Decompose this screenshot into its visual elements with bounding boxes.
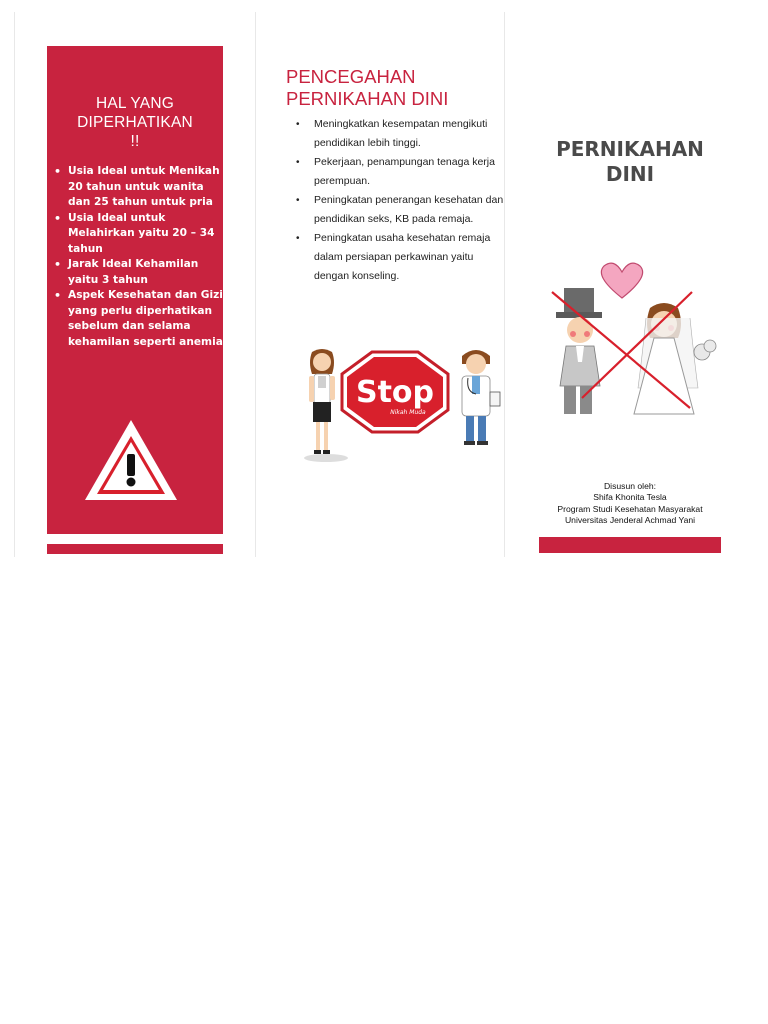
credits-line: Universitas Jenderal Achmad Yani: [564, 515, 696, 526]
doctor-illustration: [448, 344, 506, 448]
title-line: !!: [130, 133, 140, 150]
important-notes-panel: [47, 46, 223, 534]
credits: [540, 481, 720, 527]
credits-line: Shifa Khonita Tesla: [593, 492, 667, 503]
prevention-title: [286, 66, 506, 110]
title-line: PENCEGAHAN: [286, 66, 416, 87]
list-item: • Pekerjaan, penampungan tenaga kerja perempuan.: [296, 153, 510, 191]
credits-line: Program Studi Kesehatan Masyarakat: [557, 503, 703, 514]
credits-line: Disusun oleh:: [603, 481, 657, 491]
important-notes-title: [47, 94, 223, 151]
list-item: • Peningkatan usaha kesehatan remaja dalam persiapan perkawinan yaitu dengan konseling.: [296, 229, 510, 286]
title-line: DIPERHATIKAN: [77, 114, 193, 131]
stop-sign-icon: [340, 350, 450, 434]
heart-icon: [601, 263, 642, 298]
stop-sign-text: Stop: [355, 375, 435, 410]
accent-bar: [47, 544, 223, 554]
prevention-list: [296, 115, 510, 286]
list-item: • Usia Ideal untuk Menikah 20 tahun untuk wanita dan 25 tahun untuk pria: [54, 164, 224, 211]
warning-triangle-icon: [83, 418, 179, 502]
accent-bar: [539, 537, 721, 553]
fold-line-1: [255, 12, 256, 557]
title-line: HAL YANG: [96, 95, 174, 112]
important-notes-list: [54, 164, 224, 350]
list-item: • Jarak Ideal Kehamilan yaitu 3 tahun: [54, 257, 224, 288]
list-item: • Meningkatkan kesempatan mengikuti pendidikan lebih tinggi.: [296, 115, 510, 153]
list-item: • Aspek Kesehatan dan Gizi yang perlu diperhatikan sebelum dan selama kehamilan seperti anemia: [54, 288, 224, 350]
list-item: • Peningkatan penerangan kesehatan dan pendidikan seks, KB pada remaja.: [296, 191, 510, 229]
fold-line-left: [14, 12, 15, 557]
list-item: • Usia Ideal untuk Melahirkan yaitu 20 – 34 tahun: [54, 211, 224, 258]
wedding-couple-crossed-illustration: [542, 258, 724, 424]
title-line: PERNIKAHAN DINI: [286, 88, 449, 109]
title-line: DINI: [605, 162, 655, 186]
stop-sign-subtext: Nikah Muda: [390, 409, 426, 416]
title-line: PERNIKAHAN: [556, 137, 704, 161]
cover-title: [540, 137, 720, 187]
